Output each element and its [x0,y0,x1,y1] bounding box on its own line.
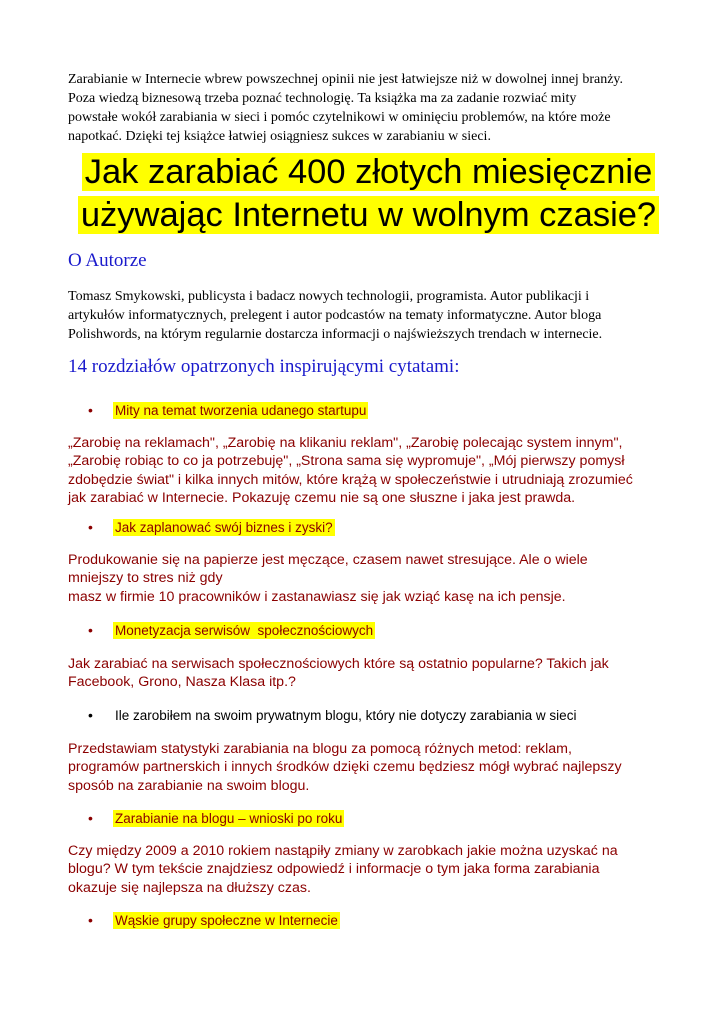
intro-line: powstałe wokół zarabiania w sieci i pomóc czytelnikowi w ominięciu problemów, na które może [68,110,611,125]
chapter-item [88,621,375,640]
description-line: Jak zarabiać na serwisach społecznościowych które są ostatnio popularne? Takich jak [68,656,609,672]
bullet-icon: • [88,707,93,723]
description-line: sposób na zarabianie na swoim blogu. [68,777,310,794]
bullet-icon: • [88,519,93,535]
chapter-description [68,842,663,897]
bullet-icon: • [88,912,93,928]
description-line: mniejszy to stres niż gdy [68,570,223,587]
chapter-description [68,434,663,507]
chapter-description [68,740,663,795]
author-bio-line: Polishwords, na którym regularnie dostarcza informacji o najświeższych trendach w internecie. [68,327,603,342]
bullet-icon: • [88,810,93,826]
description-line: blogu? W tym tekście znajdziesz odpowiedź i informacje o tym jaka forma zarabiania [68,861,600,878]
intro-line: Poza wiedzą biznesową trzeba poznać technologię. Ta książka ma za zadanie rozwiać mity [68,91,577,106]
description-line: Facebook, Grono, Nasza Klasa itp.? [68,674,296,691]
author-bio [68,287,658,344]
chapter-item [88,911,340,930]
author-heading: O Autorze [68,250,147,271]
chapter-title: Wąskie grupy społeczne w Internecie [115,913,338,928]
description-line: jak zarabiać w Internecie. Pokazuję czemu nie są one słuszne i jaka jest prawda. [68,489,576,506]
chapter-title: Jak zaplanować swój biznes i zyski? [115,520,333,535]
author-bio-line: Tomasz Smykowski, publicysta i badacz nowych technologii, programista. Autor publikacji i [68,289,590,304]
description-line: „Zarobię na reklamach", „Zarobię na klikaniu reklam", „Zarobię polecając system innym", [68,435,623,451]
description-line: okazuje się najlepsza na dłuższy czas. [68,879,311,896]
description-line: masz w firmie 10 pracowników i zastanawiasz się jak wziąć kasę na ich pensje. [68,588,566,605]
bullet-icon: • [88,622,93,638]
book-title [76,151,661,237]
chapter-item [88,809,344,828]
chapter-title: Zarabianie na blogu – wnioski po roku [115,811,343,826]
chapter-item [88,518,335,537]
author-bio-line: artykułów informatycznych, prelegent i autor podcastów na tematy informatyczne. Autor bloga [68,308,602,323]
description-line: Produkowanie się na papierze jest męczące, czasem nawet stresujące. Ale o wiele [68,552,588,568]
chapter-title: Mity na temat tworzenia udanego startupu [115,403,367,418]
bullet-icon: • [88,402,93,418]
description-line: Przedstawiam statystyki zarabiania na blogu za pomocą różnych metod: reklam, [68,741,572,757]
description-line: programów partnerskich i innych środków dzięki czemu będziesz mógł wybrać najlepszy [68,759,622,776]
chapter-item [88,401,368,420]
description-line: zdobędzie świat" i kilka innych mitów, które krążą w społeczeństwie i utrudniają zrozumieć [68,471,633,488]
book-title-line-1: Jak zarabiać 400 złotych miesięcznie [82,153,656,191]
chapter-description [68,655,663,692]
description-line: Czy między 2009 a 2010 rokiem nastąpiły zmiany w zarobkach jakie można uzyskać na [68,843,618,859]
chapters-heading: 14 rozdziałów opatrzonych inspirującymi cytatami: [68,356,460,377]
description-line: „Zarobię robiąc to co ja potrzebuję", „Strona sama się wypromuje", „Mój pierwszy pomysł [68,453,625,470]
chapter-description [68,551,663,606]
book-title-line-2: używając Internetu w wolnym czasie? [78,196,659,234]
chapter-title: Ile zarobiłem na swoim prywatnym blogu, który nie dotyczy zarabiania w sieci [115,708,577,723]
chapter-title: Monetyzacja serwisów społecznościowych [115,623,374,638]
intro-paragraph [68,70,658,146]
intro-line: Zarabianie w Internecie wbrew powszechnej opinii nie jest łatwiejsze niż w dowolnej innej branży. [68,72,623,87]
intro-line: napotkać. Dzięki tej książce łatwiej osiągniesz sukces w zarabianiu w sieci. [68,129,491,144]
chapter-item [88,706,578,725]
